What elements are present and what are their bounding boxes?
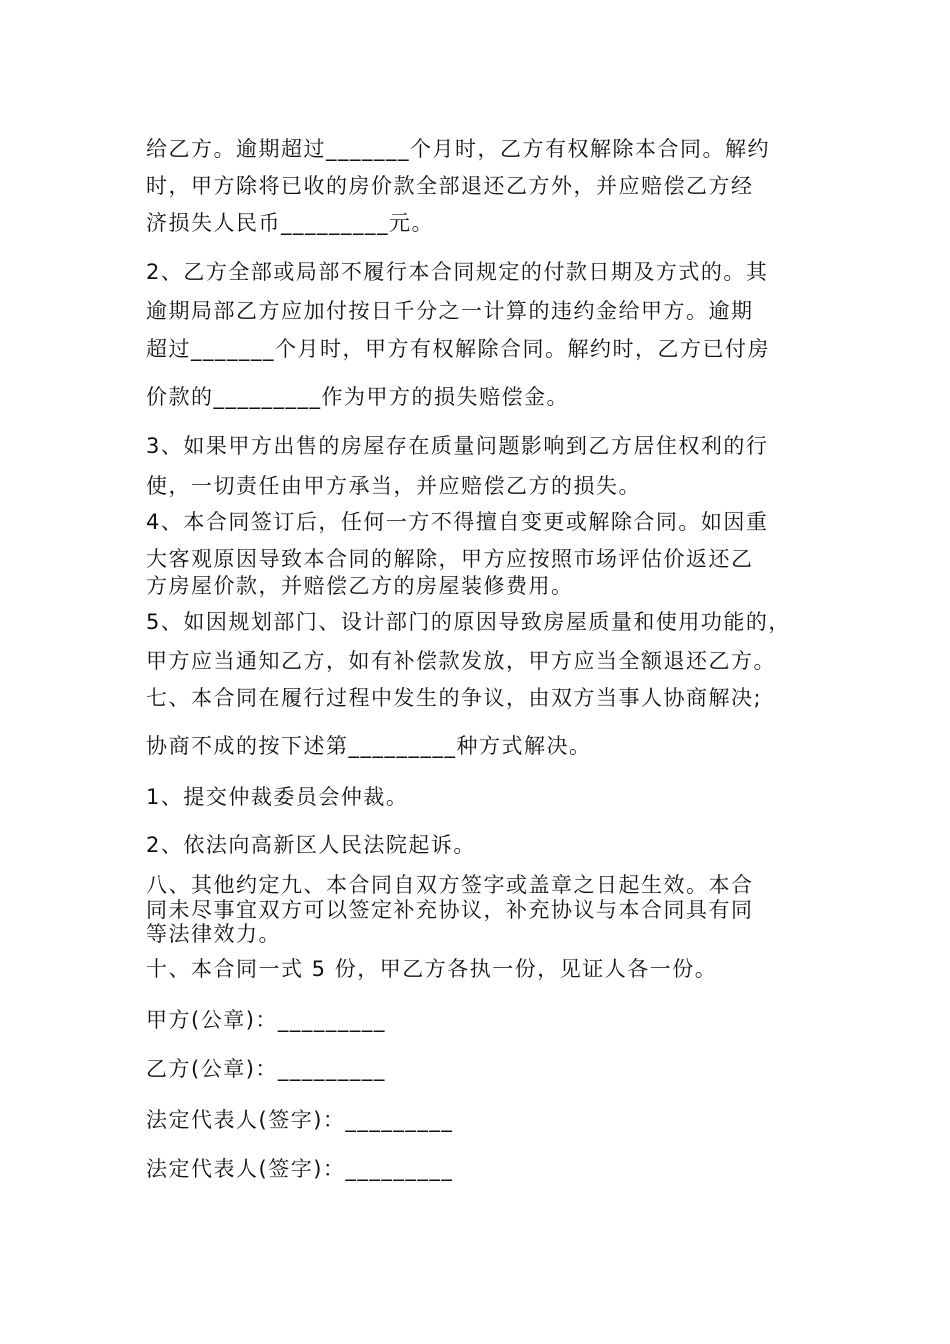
text-line: 5、如因规划部门、设计部门的原因导致房屋质量和使用功能的， xyxy=(146,610,791,634)
text-line: 大客观原因导致本合同的解除，甲方应按照市场评估价返还乙 xyxy=(146,547,754,571)
text-line: 同未尽事宜双方可以签定补充协议，补充协议与本合同具有同 xyxy=(146,898,754,922)
signature-line-representative-a: 法定代表人(签字)：_________ xyxy=(146,1108,454,1132)
signature-line-party-b: 乙方(公章)：_________ xyxy=(146,1057,386,1081)
text-line: 七、本合同在履行过程中发生的争议，由双方当事人协商解决; xyxy=(146,686,763,710)
text-line: 2、乙方全部或局部不履行本合同规定的付款日期及方式的。其 xyxy=(146,260,769,284)
text-line: 1、提交仲裁委员会仲裁。 xyxy=(146,785,409,809)
text-line: 逾期局部乙方应加付按日千分之一计算的违约金给甲方。逾期 xyxy=(146,299,754,323)
text-line: 给乙方。逾期超过_______个月时，乙方有权解除本合同。解约 xyxy=(146,137,770,161)
text-line: 3、如果甲方出售的房屋存在质量问题影响到乙方居住权利的行 xyxy=(146,434,769,458)
text-line: 时，甲方除将已收的房价款全部退还乙方外，并应赔偿乙方经 xyxy=(146,174,754,198)
text-line: 价款的_________作为甲方的损失赔偿金。 xyxy=(146,385,569,409)
text-line: 超过_______个月时，甲方有权解除合同。解约时，乙方已付房 xyxy=(146,337,770,361)
text-line: 甲方应当通知乙方，如有补偿款发放，甲方应当全额退还乙方。 xyxy=(146,649,776,673)
text-line: 2、依法向高新区人民法院起诉。 xyxy=(146,833,476,857)
text-line: 十、本合同一式 5 份，甲乙方各执一份，见证人各一份。 xyxy=(146,957,718,981)
text-line: 使，一切责任由甲方承当，并应赔偿乙方的损失。 xyxy=(146,474,641,498)
signature-line-party-a: 甲方(公章)：_________ xyxy=(146,1008,386,1032)
text-line: 八、其他约定九、本合同自双方签字或盖章之日起生效。本合 xyxy=(146,873,754,897)
text-line: 等法律效力。 xyxy=(146,922,281,946)
text-line: 4、本合同签订后，任何一方不得擅自变更或解除合同。如因重 xyxy=(146,510,769,534)
text-line: 济损失人民币_________元。 xyxy=(146,211,434,235)
text-line: 协商不成的按下述第_________种方式解决。 xyxy=(146,734,592,758)
text-line: 方房屋价款，并赔偿乙方的房屋装修费用。 xyxy=(146,574,574,598)
signature-line-representative-b: 法定代表人(签字)：_________ xyxy=(146,1157,454,1181)
